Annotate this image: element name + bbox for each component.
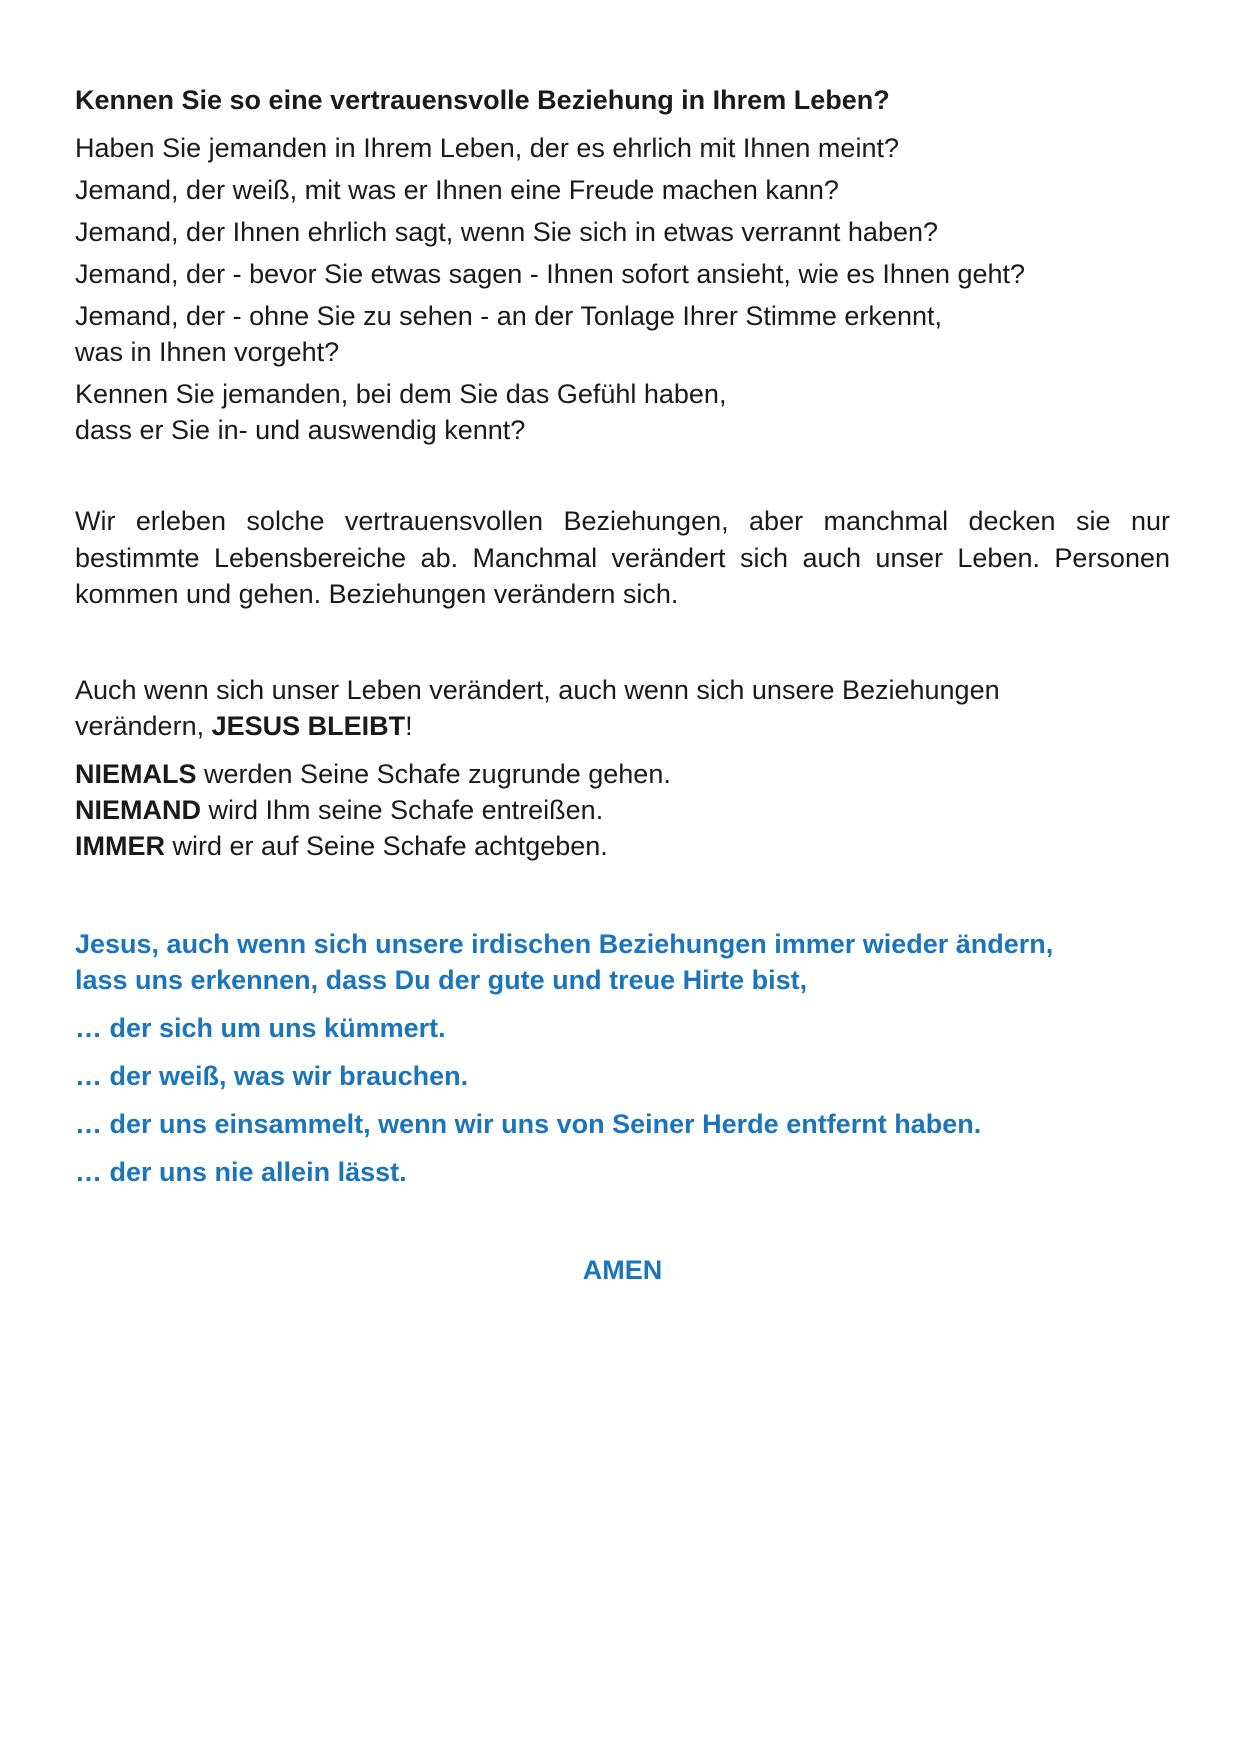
promise-keyword: IMMER — [75, 831, 165, 861]
promise-keyword: NIEMALS — [75, 759, 197, 789]
text-segment: ! — [405, 711, 413, 741]
question-line: Jemand, der - ohne Sie zu sehen - an der Tonlage Ihrer Stimme erkennt, — [75, 301, 942, 331]
text-segment: verändern, — [75, 711, 212, 741]
promise-text: wird er auf Seine Schafe achtgeben. — [165, 831, 608, 861]
question-line: Haben Sie jemanden in Ihrem Leben, der es ehrlich mit Ihnen meint? — [75, 133, 899, 163]
amen: AMEN — [582, 1255, 663, 1285]
promise-line — [75, 828, 608, 864]
question-line: Jemand, der weiß, mit was er Ihnen eine Freude machen kann? — [75, 175, 839, 205]
question-line: dass er Sie in- und auswendig kennt? — [75, 415, 526, 445]
promise-line — [75, 756, 671, 792]
promise-text: wird Ihm seine Schafe entreißen. — [201, 795, 604, 825]
paragraph-relationships: Wir erleben solche vertrauensvollen Beziehungen, aber manchmal decken sie nur bestimmte Lebensbereiche ab. Manchmal verändert sich auch unser Leben. Personen kommen und gehen. Beziehungen verändern sich. — [75, 506, 1170, 609]
prayer-item: … der sich um uns kümmert. — [75, 1013, 446, 1043]
promise-keyword: NIEMAND — [75, 795, 201, 825]
prayer-item: … der uns nie allein lässt. — [75, 1157, 407, 1187]
heading: Kennen Sie so eine vertrauensvolle Beziehung in Ihrem Leben? — [75, 85, 890, 115]
paragraph-jesus-remains — [75, 708, 413, 744]
question-line: Jemand, der - bevor Sie etwas sagen - Ihnen sofort ansieht, wie es Ihnen geht? — [75, 259, 1026, 289]
paragraph-change-line: Auch wenn sich unser Leben verändert, auch wenn sich unsere Beziehungen — [75, 675, 1000, 705]
promise-line — [75, 792, 603, 828]
prayer-item: … der weiß, was wir brauchen. — [75, 1061, 469, 1091]
emphasis-jesus-bleibt: JESUS BLEIBT — [211, 711, 406, 741]
question-line: Kennen Sie jemanden, bei dem Sie das Gefühl haben, — [75, 379, 727, 409]
question-line: was in Ihnen vorgeht? — [75, 337, 340, 367]
prayer-item: … der uns einsammelt, wenn wir uns von Seiner Herde entfernt haben. — [75, 1109, 982, 1139]
prayer-line: Jesus, auch wenn sich unsere irdischen Beziehungen immer wieder ändern, — [75, 929, 1054, 959]
question-line: Jemand, der Ihnen ehrlich sagt, wenn Sie sich in etwas verrannt haben? — [75, 217, 939, 247]
promise-text: werden Seine Schafe zugrunde gehen. — [196, 759, 671, 789]
prayer-line: lass uns erkennen, dass Du der gute und treue Hirte bist, — [75, 965, 808, 995]
